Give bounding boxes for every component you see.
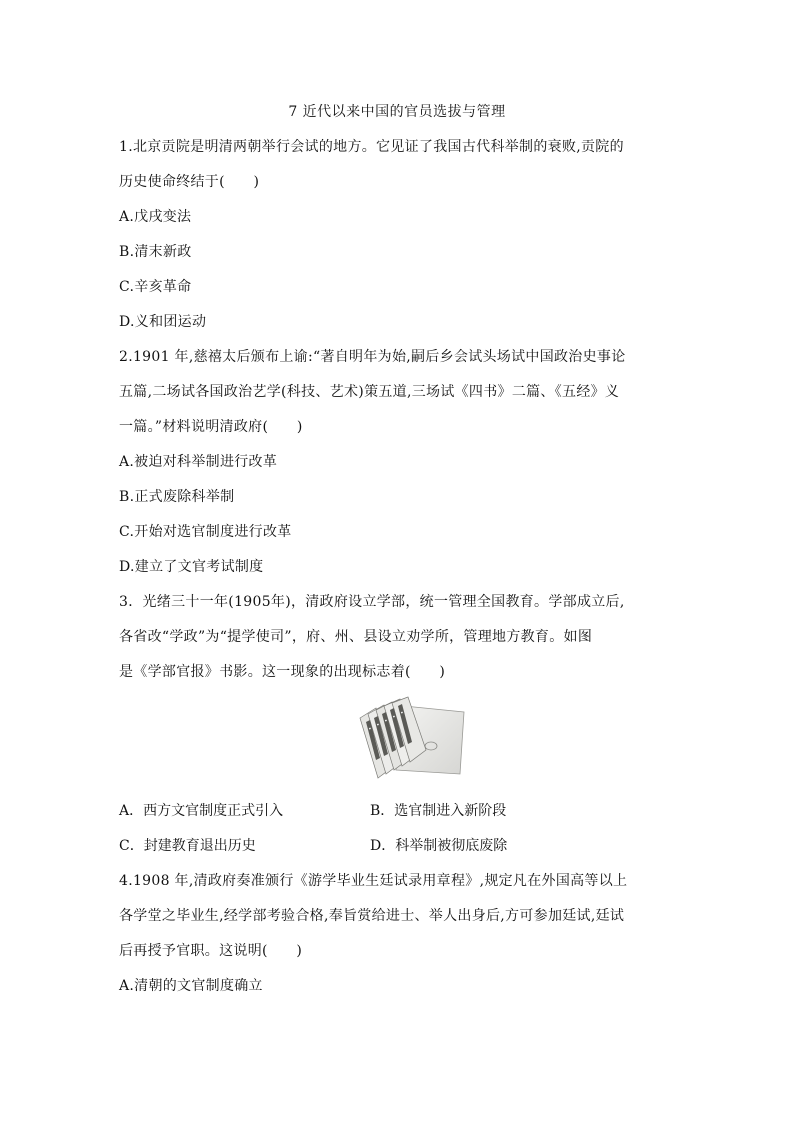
question-1-option-a: A.戊戌变法 — [119, 209, 192, 225]
question-3-line-2: 各省改“学政”为“提学使司”，府、州、县设立劝学所，管理地方教育。如图 — [119, 629, 593, 645]
question-2-line-2: 五篇,二场试各国政治艺学(科技、艺术)策五道,三场试《四书》二篇、《五经》义 — [119, 384, 620, 400]
question-4-line-2: 各学堂之毕业生,经学部考验合格,奉旨赏给进士、举人出身后,方可参加廷试,廷试 — [119, 908, 625, 924]
question-2-option-c: C.开始对选官制度进行改革 — [119, 524, 292, 540]
question-1-line-2: 历史使命终结于( ) — [119, 174, 260, 190]
question-3-option-d: D．科举制被彻底废除 — [370, 838, 508, 854]
question-3-line-3: 是《学部官报》书影。这一现象的出现标志着( ) — [119, 664, 446, 680]
book-photo-figure — [356, 696, 468, 782]
question-1-option-d: D.义和团运动 — [119, 314, 207, 330]
question-3-line-1: 3．光绪三十一年(1905年)，清政府设立学部，统一管理全国教育。学部成立后, — [119, 594, 625, 610]
question-3-option-b: B．选官制进入新阶段 — [370, 803, 507, 819]
question-2-option-b: B.正式废除科举制 — [119, 489, 235, 505]
question-2-option-a: A.被迫对科举制进行改革 — [119, 454, 278, 470]
question-4-line-3: 后再授予官职。这说明( ) — [119, 943, 303, 959]
question-1-line-1: 1.北京贡院是明清两朝举行会试的地方。它见证了我国古代科举制的衰败,贡院的 — [119, 139, 624, 155]
question-4-line-1: 4.1908 年,清政府奏准颁行《游学毕业生廷试录用章程》,规定凡在外国高等以上 — [119, 873, 628, 889]
question-1-option-c: C.辛亥革命 — [119, 279, 192, 295]
question-3-option-c: C．封建教育退出历史 — [119, 838, 256, 854]
question-1-option-b: B.清末新政 — [119, 244, 192, 260]
question-3-option-a: A．西方文官制度正式引入 — [119, 803, 284, 819]
question-2-line-1: 2.1901 年,慈禧太后颁布上谕:“著自明年为始,嗣后乡会试头场试中国政治史事论 — [119, 349, 626, 365]
question-4-option-a: A.清朝的文官制度确立 — [119, 978, 263, 994]
question-2-line-3: 一篇。”材料说明清政府( ) — [119, 419, 303, 435]
question-2-option-d: D.建立了文官考试制度 — [119, 559, 264, 575]
page-title: 7 近代以来中国的官员选拔与管理 — [288, 104, 506, 120]
